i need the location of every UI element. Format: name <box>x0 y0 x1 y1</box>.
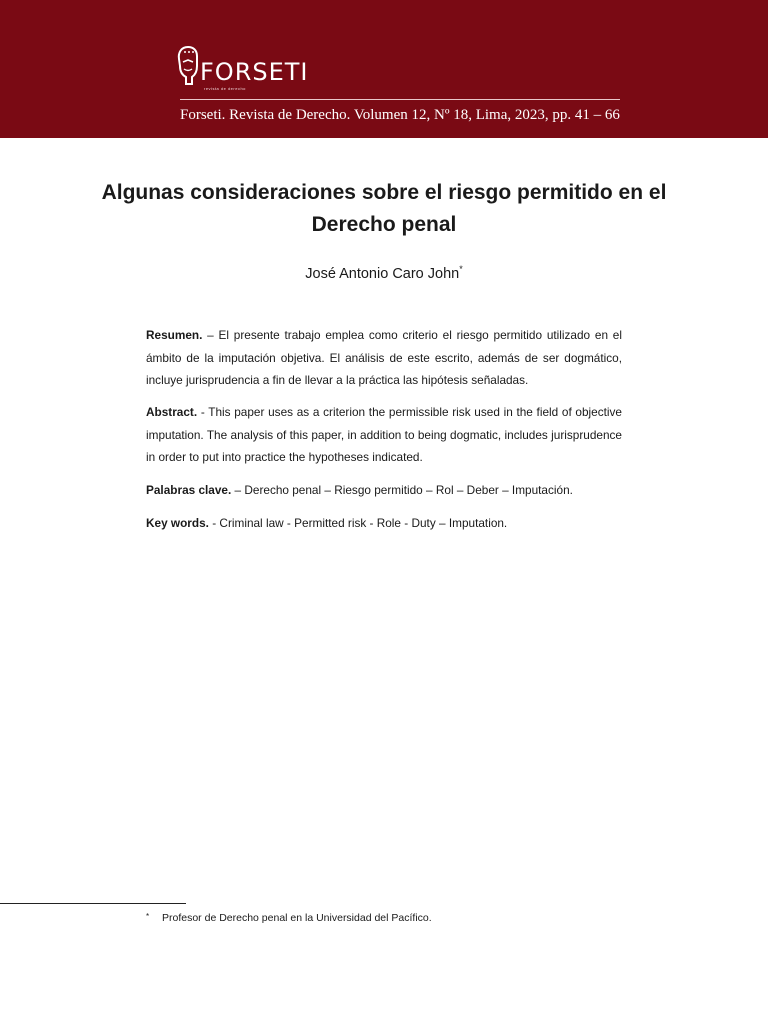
resumen-label: Resumen. <box>146 328 203 342</box>
header-divider <box>180 99 620 100</box>
palabras-clave-label: Palabras clave. <box>146 483 232 497</box>
logo-tagline: revista de derecho <box>204 86 246 91</box>
article-title: Algunas consideraciones sobre el riesgo permitido en el Derecho penal <box>101 181 667 236</box>
footnote-marker: * <box>146 912 150 921</box>
author-footnote-marker[interactable]: * <box>459 264 463 275</box>
journal-header-banner <box>0 0 768 138</box>
abstract-text: - This paper uses as a criterion the permissible risk used in the field of objective imputation. The analysis of this paper, in addition to being dogmatic, includes jurisprudence in order to put into practice the hypotheses indicated. <box>146 405 622 464</box>
key-words-paragraph <box>146 512 622 535</box>
logo-wordmark: FORSETI <box>200 58 309 86</box>
resumen-text: – El presente trabajo emplea como criterio el riesgo permitido utilizado en el ámbito de la imputación objetiva. El análisis de este escrito, además de ser dogmático, incluye jurisprudencia a fin de llevar a la práctica las hipótesis señaladas. <box>146 328 622 387</box>
footnote <box>146 912 646 924</box>
author-name: José Antonio Caro John <box>305 266 460 282</box>
author-line <box>100 266 668 282</box>
key-words-text: - Criminal law - Permitted risk - Role - Duty – Imputation. <box>208 516 508 530</box>
palabras-clave-text: – Derecho penal – Riesgo permitido – Rol – Deber – Imputación. <box>231 483 573 497</box>
forseti-head-icon <box>176 44 200 90</box>
resumen-paragraph <box>146 324 622 392</box>
key-words-label: Key words. <box>146 516 209 530</box>
palabras-clave-paragraph <box>146 479 622 502</box>
forseti-logo <box>176 44 309 94</box>
abstract-paragraph <box>146 401 622 469</box>
footnote-text: Profesor de Derecho penal en la Universidad del Pacífico. <box>162 912 432 924</box>
abstract-label: Abstract. <box>146 405 198 419</box>
footnote-divider <box>0 903 186 904</box>
journal-citation: Forseti. Revista de Derecho. Volumen 12, Nº 18, Lima, 2023, pp. 41 – 66 <box>180 107 620 123</box>
